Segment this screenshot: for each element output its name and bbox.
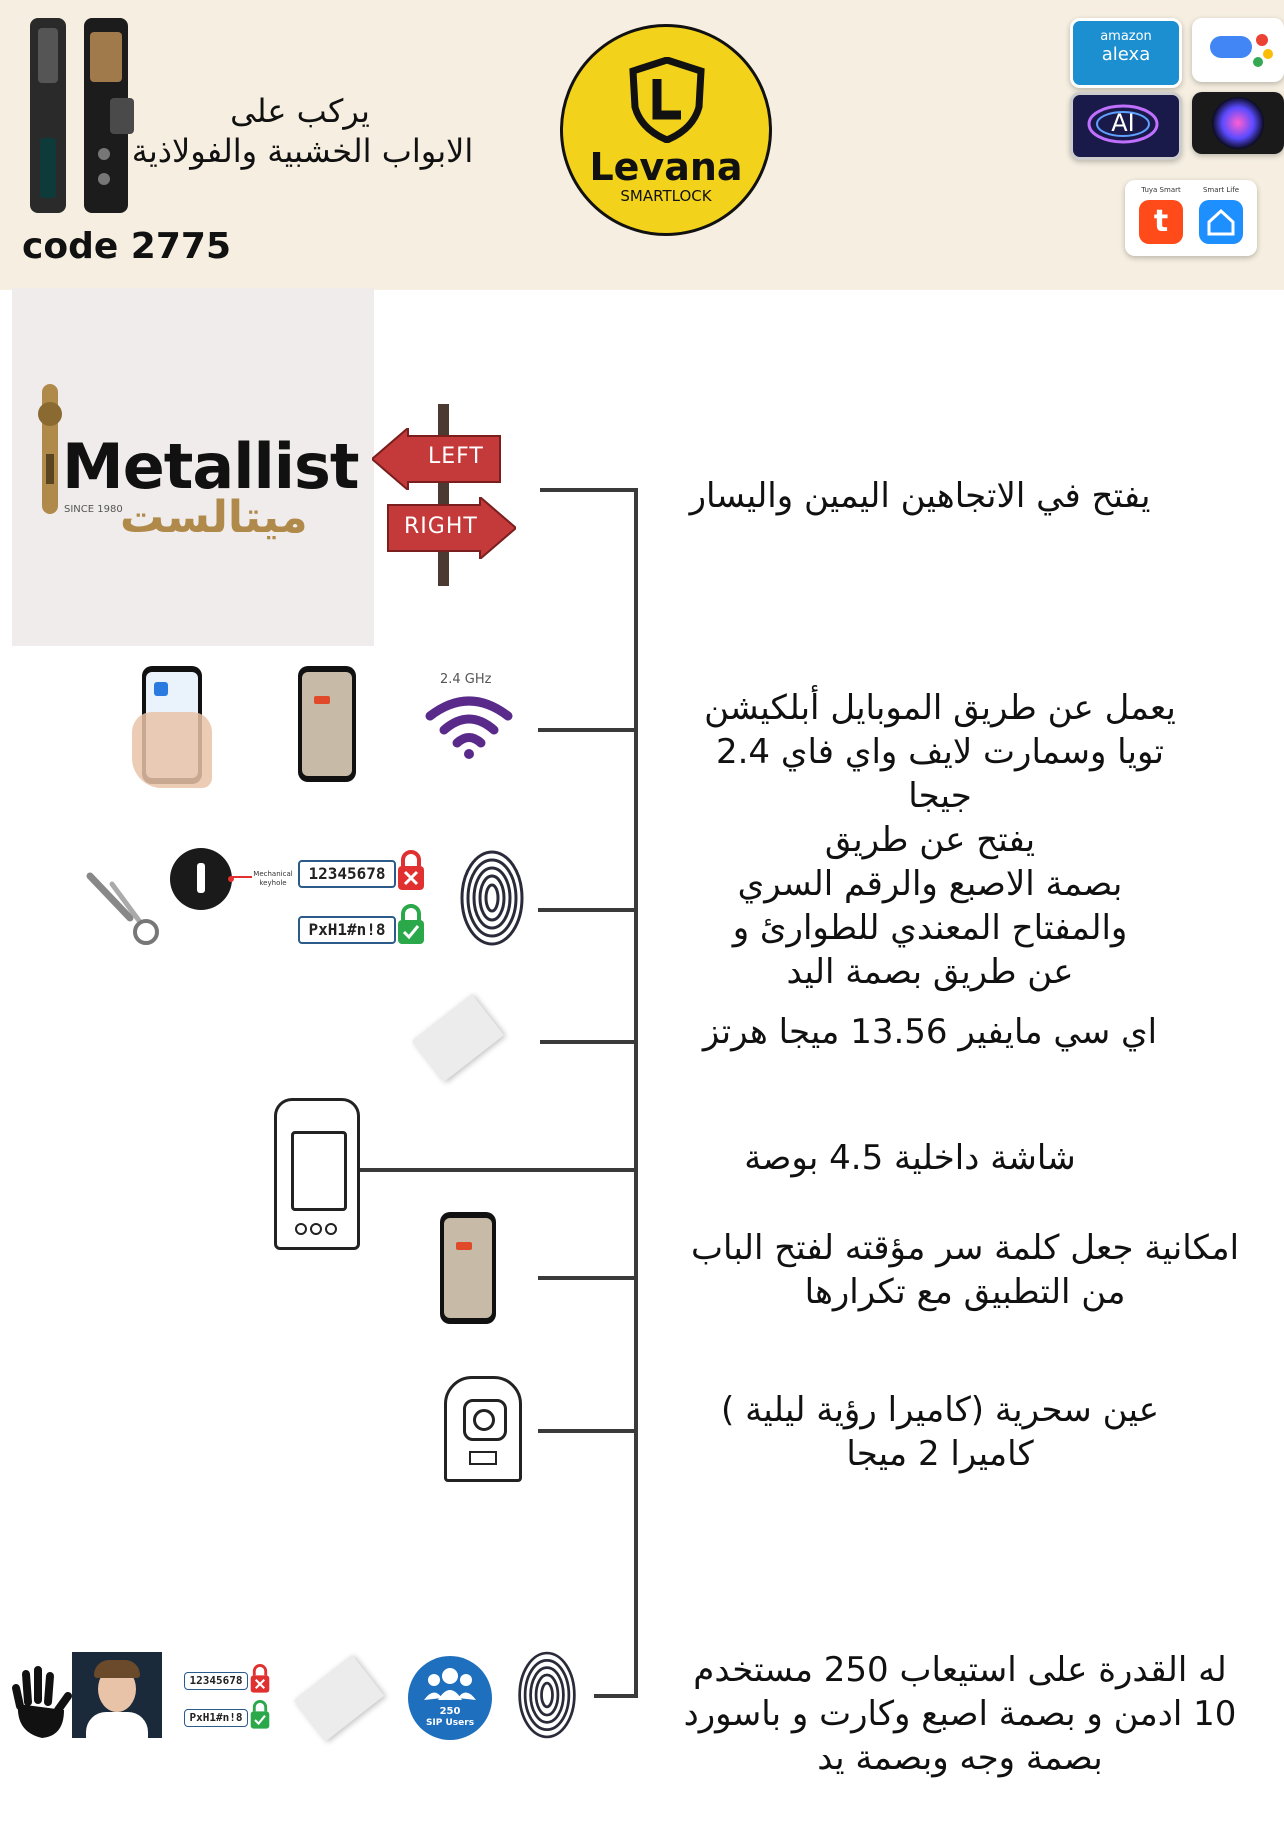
connector-branch-1 bbox=[540, 488, 638, 492]
lock-success-small-icon bbox=[248, 1700, 272, 1730]
feature-text-3: يفتح عن طريق بصمة الاصبع والرقم السري والمفتاح المعندي للطوارئ و عن طريق بصمة اليد bbox=[732, 820, 1128, 992]
connector-branch-3 bbox=[538, 908, 638, 912]
left-sign-label: LEFT bbox=[428, 444, 484, 469]
hand-palm-icon bbox=[8, 1666, 74, 1742]
install-text-line1: يركب على bbox=[230, 92, 370, 130]
connector-branch-4 bbox=[540, 1040, 638, 1044]
users-count: 250 bbox=[439, 1706, 461, 1717]
amazon-alexa-badge bbox=[1070, 18, 1182, 88]
lock-success-icon bbox=[396, 904, 426, 946]
fingerprint-icon bbox=[458, 848, 526, 948]
connector-branch-5 bbox=[355, 1168, 638, 1172]
amazon-text: amazon bbox=[1100, 29, 1152, 44]
connector-branch-2 bbox=[538, 728, 638, 732]
siri-icon bbox=[1198, 95, 1278, 151]
feature-text-8: له القدرة على استيعاب 250 مستخدم 10 ادمن و بصمة اصبع وكارت و باسورد بصمة وجه وبصمة يد bbox=[683, 1650, 1237, 1778]
connector-vertical-line bbox=[634, 488, 638, 1696]
google-assistant-badge bbox=[1192, 18, 1284, 82]
levana-logo bbox=[560, 24, 772, 236]
shield-icon bbox=[627, 57, 707, 143]
rfid-card-small-icon bbox=[294, 1655, 384, 1742]
lock-product-image-side bbox=[84, 18, 128, 213]
password-invalid-small: 12345678 bbox=[184, 1672, 248, 1690]
phone-app-screenshot-2 bbox=[298, 666, 356, 782]
smartlife-caption: Smart Life bbox=[1202, 186, 1239, 194]
smartlife-app-icon bbox=[1199, 200, 1243, 244]
lock-interior-panel-icon bbox=[274, 1098, 360, 1250]
feature-text-1: يفتح في الاتجاهين اليمين واليسار bbox=[689, 476, 1151, 516]
users-group-icon bbox=[420, 1666, 480, 1702]
wifi-icon bbox=[424, 690, 514, 760]
levana-sub-text: SMARTLOCK bbox=[620, 187, 712, 205]
lock-error-small-icon bbox=[248, 1664, 272, 1694]
lock-error-icon bbox=[396, 850, 426, 892]
ai-badge bbox=[1070, 92, 1182, 160]
metallist-since: SINCE 1980 bbox=[64, 504, 123, 515]
tuya-caption: Tuya Smart bbox=[1141, 186, 1181, 194]
password-valid-field: PxH1#n!8 bbox=[298, 916, 396, 944]
metallist-logo-text: Metallist bbox=[62, 430, 359, 503]
google-assistant-icon bbox=[1202, 26, 1282, 76]
keyhole-icon bbox=[170, 848, 232, 910]
fingerprint-small-icon bbox=[516, 1648, 578, 1742]
feature-text-2: يعمل عن طريق الموبايل أبلكيشن تويا وسمارت لايف واي فاي 2.4 جيجا bbox=[704, 688, 1176, 816]
metallist-arabic: ميتالست bbox=[120, 492, 308, 543]
ai-text: AI bbox=[1111, 109, 1135, 137]
mechanical-key-icon bbox=[86, 866, 166, 946]
feature-text-7: عين سحرية (كاميرا رؤية ليلية ) كاميرا 2 ميجا bbox=[721, 1390, 1159, 1474]
connector-branch-8 bbox=[594, 1694, 638, 1698]
install-text-line2: الابواب الخشبية والفولاذية bbox=[131, 132, 474, 170]
face-recognition-icon bbox=[72, 1652, 162, 1738]
keyhole-label-line bbox=[232, 876, 252, 878]
lock-product-image-front bbox=[30, 18, 66, 213]
password-valid-small: PxH1#n!8 bbox=[184, 1709, 248, 1727]
connector-branch-6 bbox=[538, 1276, 638, 1280]
password-invalid-field: 12345678 bbox=[298, 860, 396, 888]
camera-lock-icon bbox=[444, 1376, 522, 1482]
feature-text-4: اي سي مايفير 13.56 ميجا هرتز bbox=[702, 1012, 1158, 1052]
users-capacity-badge bbox=[408, 1656, 492, 1740]
feature-text-5: شاشة داخلية 4.5 بوصة bbox=[744, 1138, 1076, 1178]
tuya-app-icon: t bbox=[1139, 200, 1183, 244]
keyhole-label: Mechanical keyhole bbox=[253, 870, 293, 887]
levana-brand-text: Levana bbox=[589, 145, 743, 189]
phone-temp-password-icon bbox=[440, 1212, 496, 1324]
connector-branch-7 bbox=[538, 1429, 638, 1433]
right-sign-label: RIGHT bbox=[404, 514, 478, 539]
tuya-smartlife-badge bbox=[1125, 180, 1257, 256]
alexa-text: alexa bbox=[1101, 44, 1151, 65]
product-code: code 2775 bbox=[22, 226, 231, 267]
feature-text-6: امكانية جعل كلمة سر مؤقته لفتح الباب من التطبيق مع تكرارها bbox=[690, 1228, 1240, 1312]
users-label: SIP Users bbox=[425, 1718, 475, 1728]
siri-badge bbox=[1192, 92, 1284, 154]
wifi-label: 2.4 GHz bbox=[440, 672, 492, 687]
rfid-card-icon bbox=[412, 994, 504, 1082]
hand-holding-phone bbox=[132, 712, 212, 788]
